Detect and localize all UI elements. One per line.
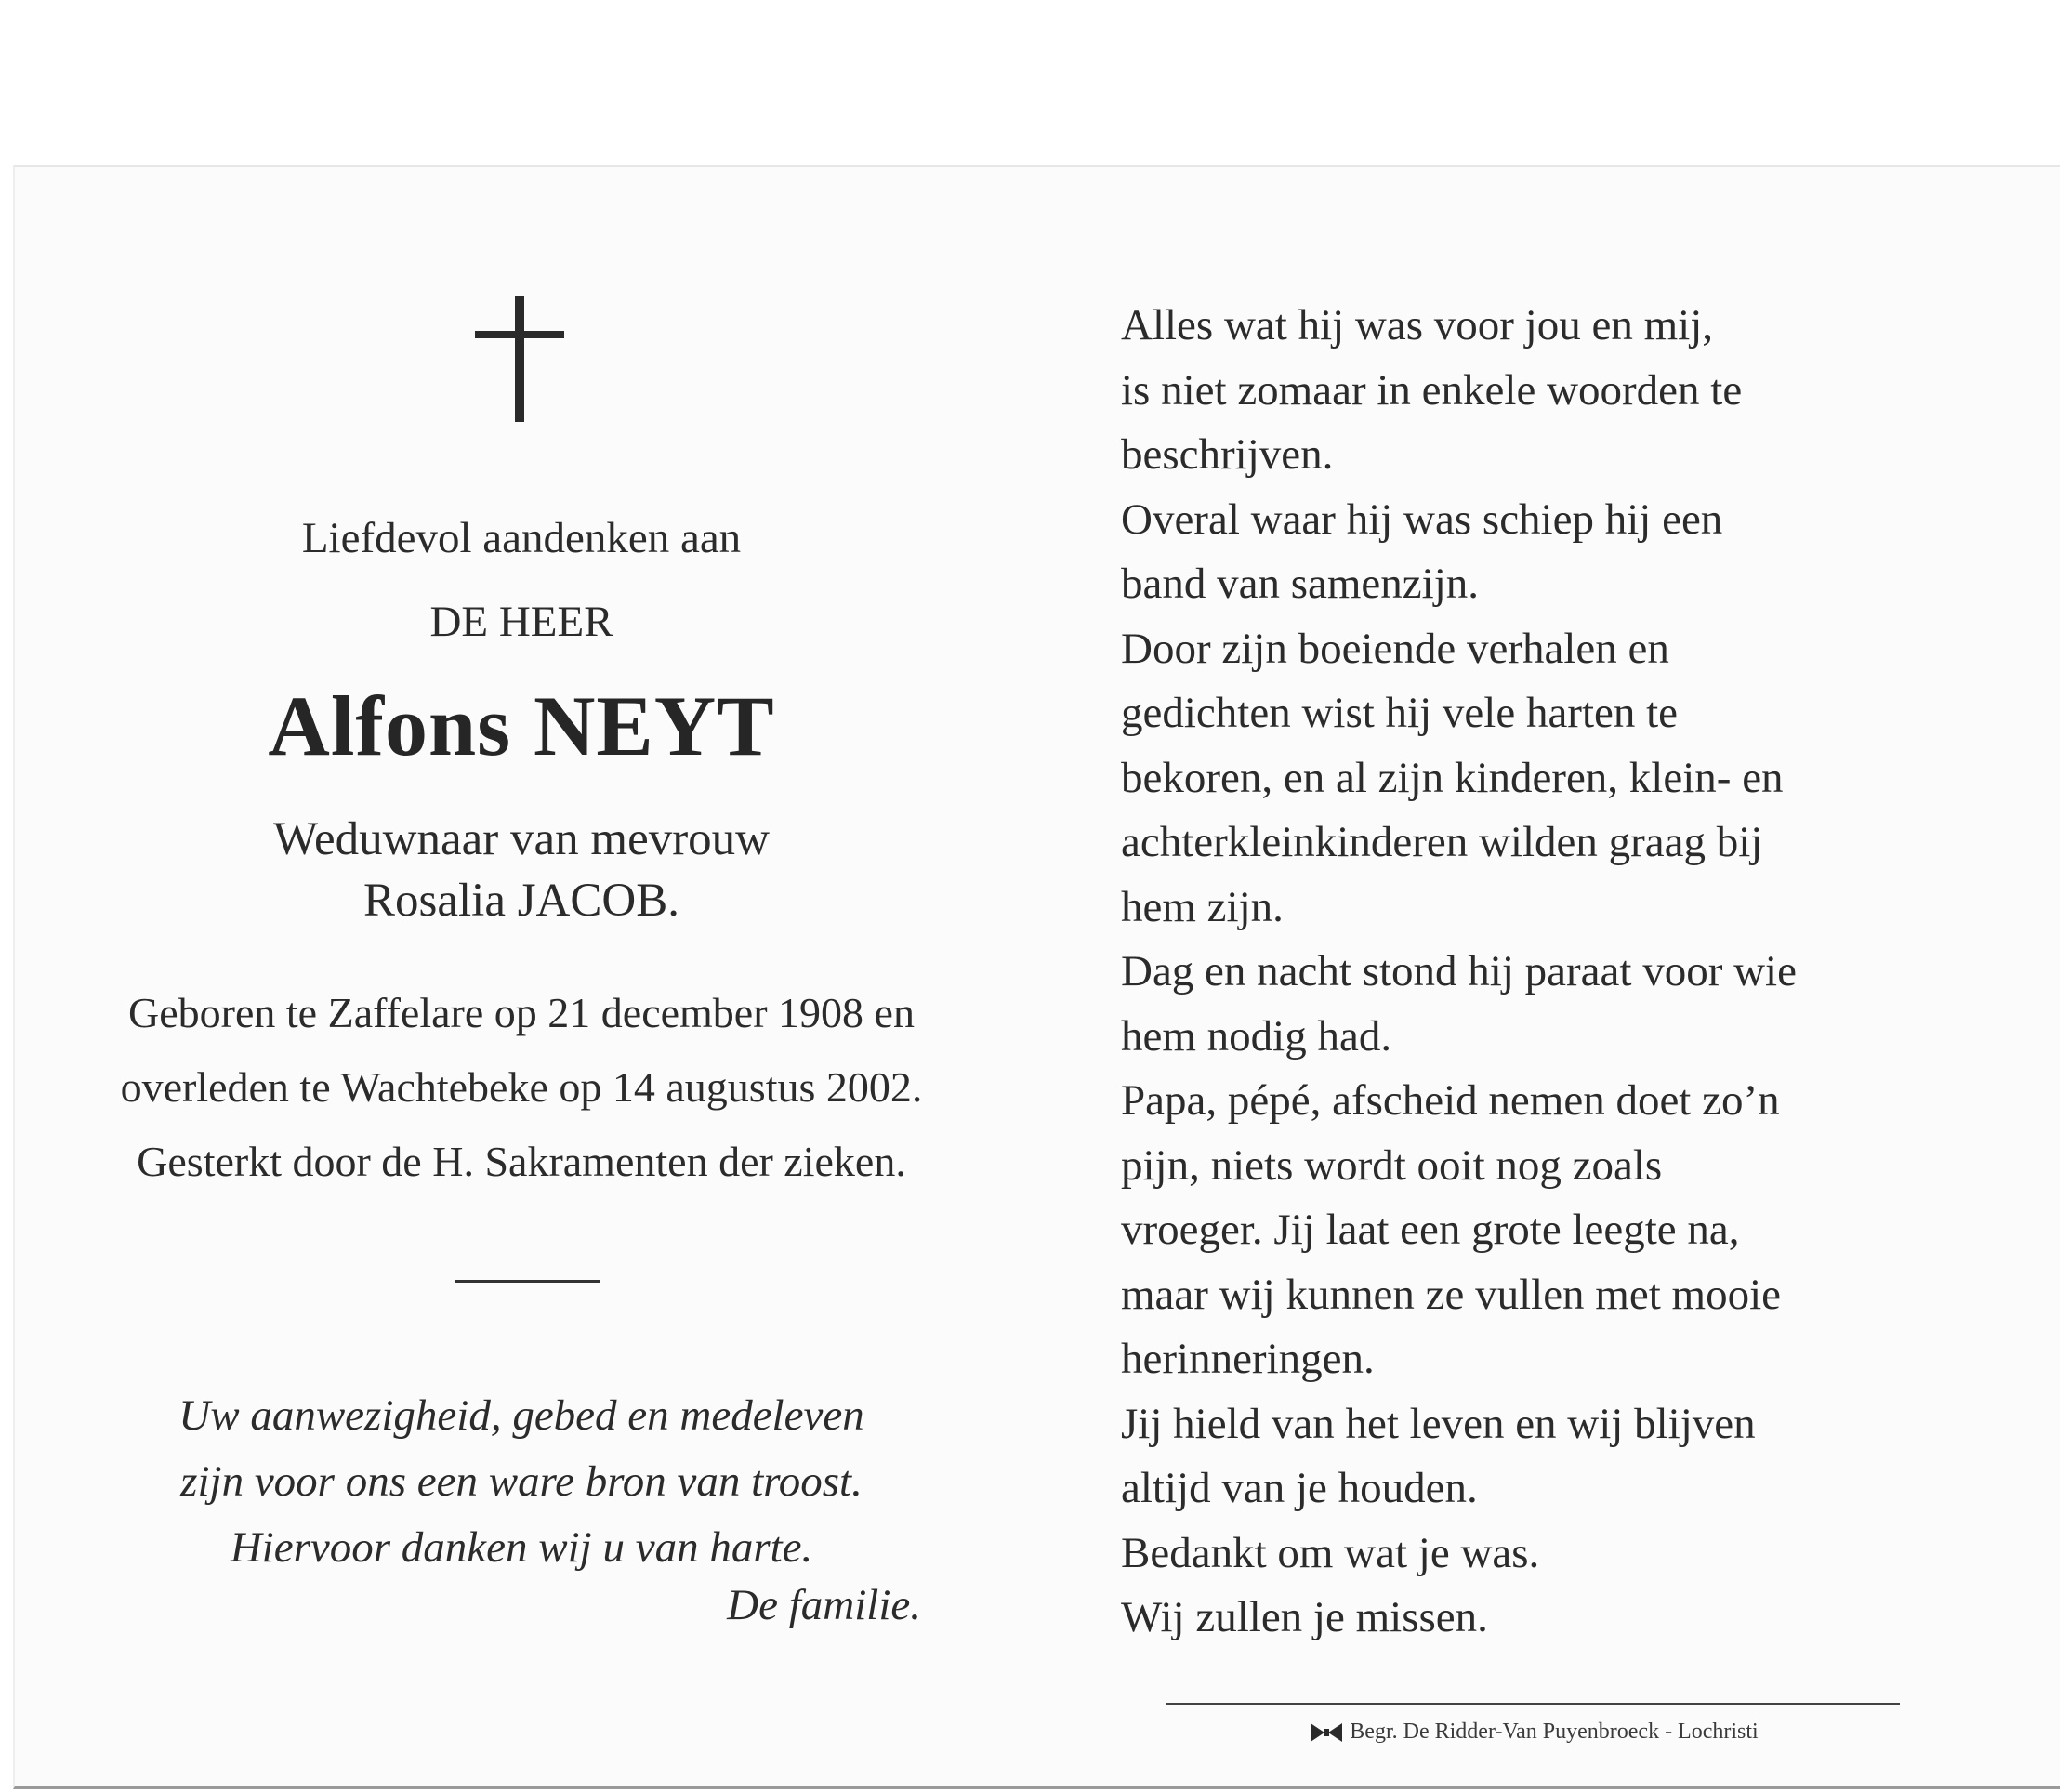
poem-line: beschrijven. — [1121, 430, 1334, 479]
cross-icon — [475, 296, 564, 422]
widow-line-1: Weduwnaar van mevrouw — [272, 813, 771, 865]
poem-line: altijd van je houden. — [1121, 1464, 1478, 1512]
poem-line: Overal waar hij was schiep hij een — [1121, 494, 1723, 544]
signature: De familie. — [727, 1581, 921, 1629]
poem-line: achterkleinkinderen wilden graag bij — [1121, 818, 1763, 866]
honorific: DE HEER — [429, 598, 613, 646]
poem-line: Alles wat hij was voor jou en mij, — [1121, 301, 1714, 349]
poem-line: band van samenzijn. — [1121, 560, 1480, 608]
poem-line: maar wij kunnen ze vullen met mooie — [1121, 1270, 1782, 1319]
bio-line: Gesterkt door de H. Sakramenten der zieken. — [137, 1138, 906, 1185]
undertaker-footer — [1121, 1720, 1948, 1745]
poem-line: Papa, pépé, afscheid nemen doet zo’n — [1121, 1076, 1780, 1125]
widow-line-2: Rosalia JACOB. — [362, 875, 680, 927]
poem-line: Bedankt om wat je was. — [1121, 1528, 1540, 1577]
thanks-line: Hiervoor danken wij u van harte. — [230, 1523, 813, 1572]
poem-line: Door zijn boeiende verhalen en — [1121, 624, 1669, 673]
footer-rule — [1166, 1703, 1900, 1705]
thanks-line: Uw aanwezigheid, gebed en medeleven — [178, 1391, 864, 1440]
poem-line: hem zijn. — [1121, 882, 1284, 931]
footer-text: Begr. De Ridder-Van Puyenbroeck - Lochristi — [1350, 1720, 1759, 1744]
poem-line: gedichten wist hij vele harten te — [1121, 689, 1679, 737]
bio-line: overleden te Wachtebeke op 14 augustus 2002. — [120, 1063, 923, 1111]
poem-line: herinneringen. — [1121, 1335, 1375, 1383]
bio-line: Geboren te Zaffelare op 21 december 1908 en — [128, 989, 915, 1036]
poem-line: Dag en nacht stond hij paraat voor wie — [1121, 947, 1797, 995]
poem-line: vroeger. Jij laat een grote leegte na, — [1121, 1206, 1740, 1254]
poem-line: hem nodig had. — [1121, 1011, 1392, 1061]
biography — [15, 976, 1028, 1199]
intro-text: Liefdevol aandenken aan — [301, 514, 742, 562]
poem-line: Jij hield van het leven en wij blijven — [1121, 1399, 1756, 1448]
thanks-line: zijn voor ons een ware bron van troost. — [180, 1457, 863, 1506]
left-panel — [15, 167, 1028, 1786]
poem — [1121, 294, 2050, 1651]
deceased-name: Alfons NEYT — [268, 679, 775, 773]
poem-line: Wij zullen je missen. — [1121, 1593, 1488, 1641]
separator-line — [455, 1280, 600, 1283]
poem-line: pijn, niets wordt ooit nog zoals — [1121, 1140, 1663, 1190]
right-panel — [1121, 167, 2050, 1786]
poem-line: is niet zomaar in enkele woorden te — [1121, 365, 1743, 415]
poem-line: bekoren, en al zijn kinderen, klein- en — [1121, 753, 1784, 802]
memorial-card — [13, 165, 2060, 1789]
thanks-message — [15, 1383, 1028, 1581]
bow-icon — [1311, 1721, 1342, 1744]
